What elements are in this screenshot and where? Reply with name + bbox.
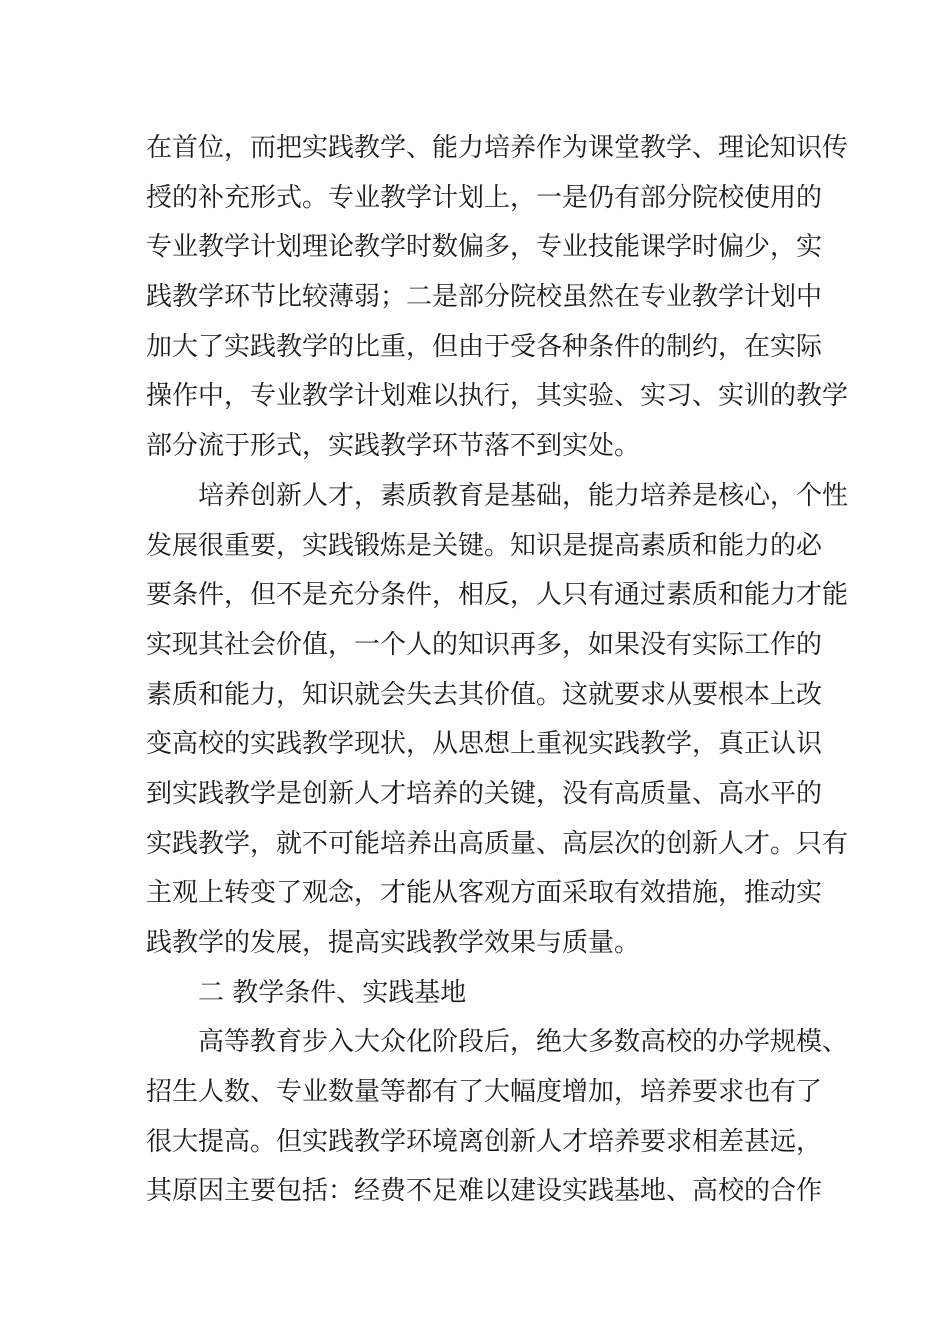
text-line: 变高校的实践教学现状，从思想上重视实践教学，真正认识: [146, 729, 823, 760]
section-heading: 二 教学条件、实践基地: [198, 977, 467, 1008]
document-body: [146, 124, 849, 1217]
text-line: 专业教学计划理论教学时数偏多，专业技能课学时偏少，实: [146, 232, 823, 263]
text-line: 其原因主要包括：经费不足难以建设实践基地、高校的合作: [146, 1176, 823, 1207]
text-line: 践教学环节比较薄弱；二是部分院校虽然在专业教学计划中: [146, 282, 823, 313]
paragraph-2: [146, 472, 849, 969]
text-line: 践教学的发展，提高实践教学效果与质量。: [146, 928, 641, 958]
text-line: 加大了实践教学的比重，但由于受各种条件的制约，在实际: [146, 331, 823, 362]
paragraph-1: [146, 124, 849, 472]
text-line: 素质和能力，知识就会失去其价值。这就要求从要根本上改: [146, 679, 823, 710]
text-line: 培养创新人才，素质教育是基础，能力培养是核心，个性: [198, 480, 849, 511]
text-line: 发展很重要，实践锻炼是关键。知识是提高素质和能力的必: [146, 530, 823, 561]
text-line: 部分流于形式，实践教学环节落不到实处。: [146, 431, 641, 462]
paragraph-3: [146, 1018, 849, 1217]
text-line: 实践教学，就不可能培养出高质量、高层次的创新人才。只有: [146, 828, 849, 859]
text-line: 实现其社会价值，一个人的知识再多，如果没有实际工作的: [146, 629, 823, 660]
text-line: 要条件，但不是充分条件，相反，人只有通过素质和能力才能: [146, 580, 849, 611]
text-line: 在首位，而把实践教学、能力培养作为课堂教学、理论知识传: [146, 133, 849, 163]
text-line: 主观上转变了观念，才能从客观方面采取有效措施，推动实: [146, 878, 823, 909]
text-line: 授的补充形式。专业教学计划上，一是仍有部分院校使用的: [146, 182, 823, 213]
text-line: 到实践教学是创新人才培养的关键，没有高质量、高水平的: [146, 778, 823, 809]
text-line: 招生人数、专业数量等都有了大幅度增加，培养要求也有了: [146, 1077, 823, 1108]
text-line: 操作中，专业教学计划难以执行，其实验、实习、实训的教学: [146, 381, 849, 412]
text-line: 很大提高。但实践教学环境离创新人才培养要求相差甚远，: [146, 1126, 823, 1157]
text-line: 高等教育步入大众化阶段后，绝大多数高校的办学规模、: [198, 1027, 849, 1058]
